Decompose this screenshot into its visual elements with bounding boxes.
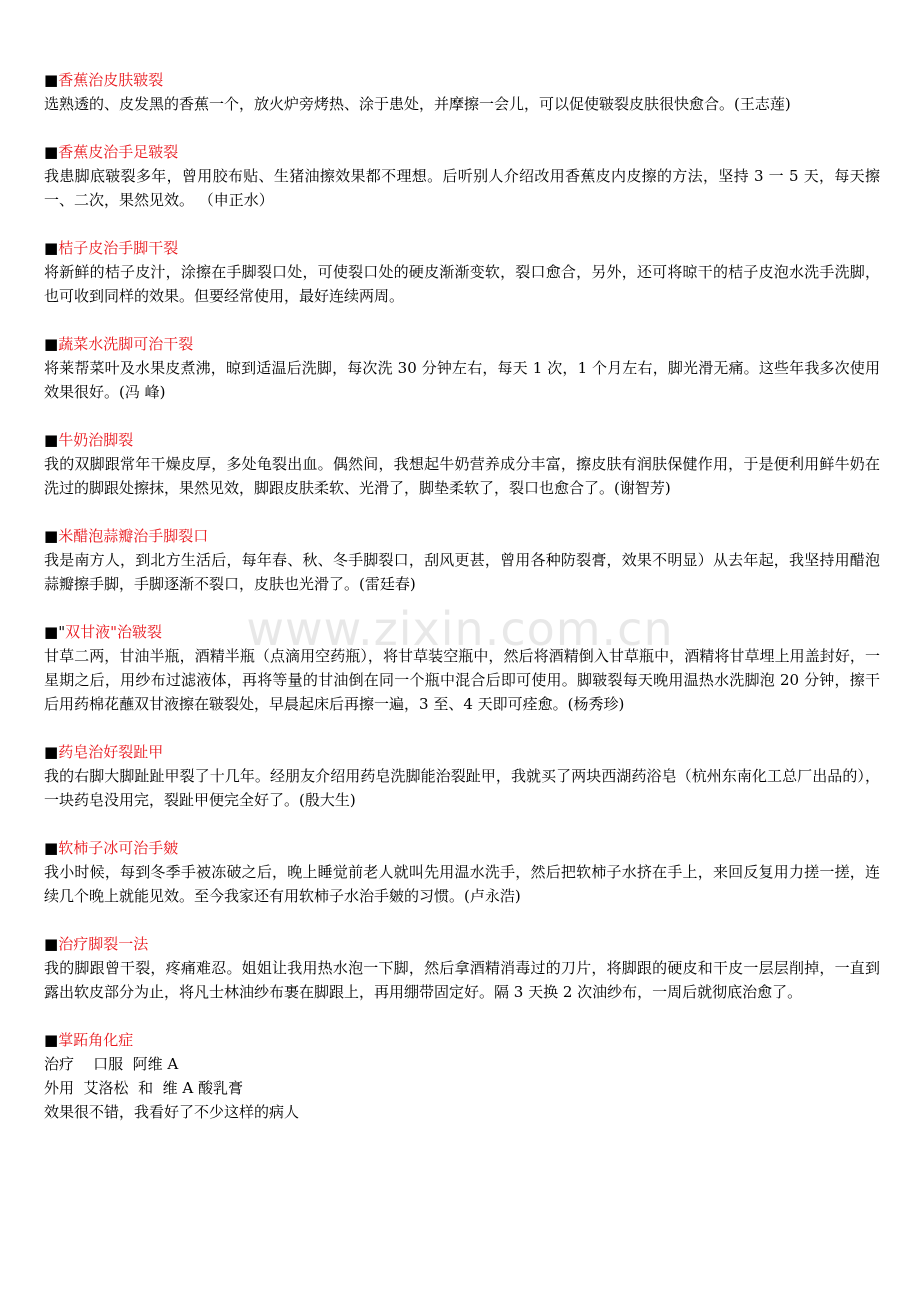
bullet-square-icon: ■ bbox=[44, 143, 59, 161]
section-body: 我的脚跟曾干裂，疼痛难忍。姐姐让我用热水泡一下脚，然后拿酒精消毒过的刀片，将脚跟的硬皮和干皮一层层削掉，一直到露出软皮部分为止，将凡士林油纱布裹在脚跟上，再用绷带固定好。隔 3 天换 2 次油纱布，一周后就彻底治愈了。 bbox=[44, 959, 880, 1001]
treatment-line-topical: 外用 艾洛松 和 维 A 酸乳膏 bbox=[44, 1079, 243, 1097]
treatment-line-result: 效果很不错，我看好了不少这样的病人 bbox=[44, 1103, 300, 1121]
section-title: 软柿子冰可治手皴 bbox=[58, 839, 179, 857]
section-body: 将新鲜的桔子皮汁，涂擦在手脚裂口处，可使裂口处的硬皮渐渐变软，裂口愈合，另外，还可将晾干的桔子皮泡水洗手洗脚，也可收到同样的效果。但要经常使用，最好连续两周。 bbox=[44, 263, 880, 305]
section-banana-skin-cracks bbox=[44, 68, 880, 116]
section-title: 牛奶治脚裂 bbox=[58, 431, 134, 449]
title-quote-open: " bbox=[58, 623, 66, 641]
section-title: 蔬菜水洗脚可治干裂 bbox=[58, 335, 194, 353]
treatment-line-oral: 治疗 口服 阿维 A bbox=[44, 1055, 179, 1073]
section-heading bbox=[44, 428, 880, 452]
section-heading bbox=[44, 620, 880, 644]
section-heading bbox=[44, 140, 880, 164]
section-title: 桔子皮治手脚干裂 bbox=[58, 239, 179, 257]
section-keratoderma bbox=[44, 1028, 880, 1124]
bullet-square-icon: ■ bbox=[44, 623, 59, 641]
section-banana-peel-cracks bbox=[44, 140, 880, 212]
bullet-square-icon: ■ bbox=[44, 335, 59, 353]
bullet-square-icon: ■ bbox=[44, 431, 59, 449]
section-body: 我的双脚跟常年干燥皮厚，多处龟裂出血。偶然间，我想起牛奶营养成分丰富，擦皮肤有润肤保健作用，于是便利用鲜牛奶在洗过的脚跟处擦抹，果然见效，脚跟皮肤柔软、光滑了，脚垫柔软了，裂口也愈合了。(谢智芳) bbox=[44, 455, 880, 497]
section-heading bbox=[44, 332, 880, 356]
bullet-square-icon: ■ bbox=[44, 743, 59, 761]
section-title: 香蕉治皮肤皲裂 bbox=[58, 71, 164, 89]
section-title: 治疗脚裂一法 bbox=[58, 935, 149, 953]
section-body: 我小时候，每到冬季手被冻破之后，晚上睡觉前老人就叫先用温水洗手，然后把软柿子水挤在手上，来回反复用力搓一搓，连续几个晚上就能见效。至今我家还有用软柿子水治手皴的习惯。(卢永浩) bbox=[44, 863, 880, 905]
bullet-square-icon: ■ bbox=[44, 839, 59, 857]
section-title: 米醋泡蒜瓣治手脚裂口 bbox=[58, 527, 209, 545]
title-suffix: "治皲裂 bbox=[110, 623, 163, 641]
section-heading bbox=[44, 836, 880, 860]
section-title: 药皂治好裂趾甲 bbox=[58, 743, 164, 761]
section-double-gan-liquid bbox=[44, 620, 880, 716]
section-body: 将莱帮菜叶及水果皮煮沸，晾到适温后洗脚，每次洗 30 分钟左右，每天 1 次，1 个月左右，脚光滑无痛。这些年我多次使用效果很好。(冯 峰) bbox=[44, 359, 880, 401]
section-heading bbox=[44, 68, 880, 92]
section-heading bbox=[44, 740, 880, 764]
section-title: 香蕉皮治手足皲裂 bbox=[58, 143, 179, 161]
section-heel-crack-method bbox=[44, 932, 880, 1004]
section-vegetable-water bbox=[44, 332, 880, 404]
section-heading bbox=[44, 236, 880, 260]
section-milk bbox=[44, 428, 880, 500]
section-title: 掌跖角化症 bbox=[58, 1031, 134, 1049]
section-body: 我是南方人，到北方生活后，每年春、秋、冬手脚裂口，刮风更甚，曾用各种防裂膏，效果不明显）从去年起，我坚持用醋泡蒜瓣擦手脚，手脚逐渐不裂口，皮肤也光滑了。(雷廷春) bbox=[44, 551, 880, 593]
bullet-square-icon: ■ bbox=[44, 1031, 59, 1049]
bullet-square-icon: ■ bbox=[44, 239, 59, 257]
section-heading bbox=[44, 1028, 880, 1052]
section-body: 选熟透的、皮发黑的香蕉一个，放火炉旁烤热、涂于患处，并摩擦一会儿，可以促使皲裂皮肤很快愈合。(王志莲) bbox=[44, 95, 791, 113]
section-body: 甘草二两，甘油半瓶，酒精半瓶（点滴用空药瓶），将甘草装空瓶中，然后将酒精倒入甘草瓶中，酒精将甘草埋上用盖封好，一星期之后，用纱布过滤液体，再将等量的甘油倒在同一个瓶中混合后即可使用。脚皲裂每天晚用温热水洗脚泡 20 分钟，擦干后用药棉花蘸双甘液擦在皲裂处，早晨起床后再擦一遍，3 至、4 天即可痊愈。(杨秀珍) bbox=[44, 647, 880, 713]
section-medicated-soap bbox=[44, 740, 880, 812]
section-persimmon bbox=[44, 836, 880, 908]
section-heading bbox=[44, 524, 880, 548]
bullet-square-icon: ■ bbox=[44, 71, 59, 89]
section-body: 我的右脚大脚趾趾甲裂了十几年。经朋友介绍用药皂洗脚能治裂趾甲，我就买了两块西湖药浴皂（杭州东南化工总厂出品的），一块药皂没用完，裂趾甲便完全好了。(殷大生) bbox=[44, 767, 880, 809]
section-body: 我患脚底皲裂多年，曾用胶布贴、生猪油擦效果都不理想。后听别人介绍改用香蕉皮内皮擦的方法，坚持 3 一 5 天，每天擦一、二次，果然见效。 （申正水） bbox=[44, 167, 880, 209]
section-orange-peel bbox=[44, 236, 880, 308]
document-page bbox=[44, 68, 880, 1148]
section-title: 双甘液 bbox=[65, 623, 111, 641]
section-heading bbox=[44, 932, 880, 956]
bullet-square-icon: ■ bbox=[44, 935, 59, 953]
watermark: www.zixin.com.cn bbox=[246, 602, 674, 656]
section-vinegar-garlic bbox=[44, 524, 880, 596]
bullet-square-icon: ■ bbox=[44, 527, 59, 545]
